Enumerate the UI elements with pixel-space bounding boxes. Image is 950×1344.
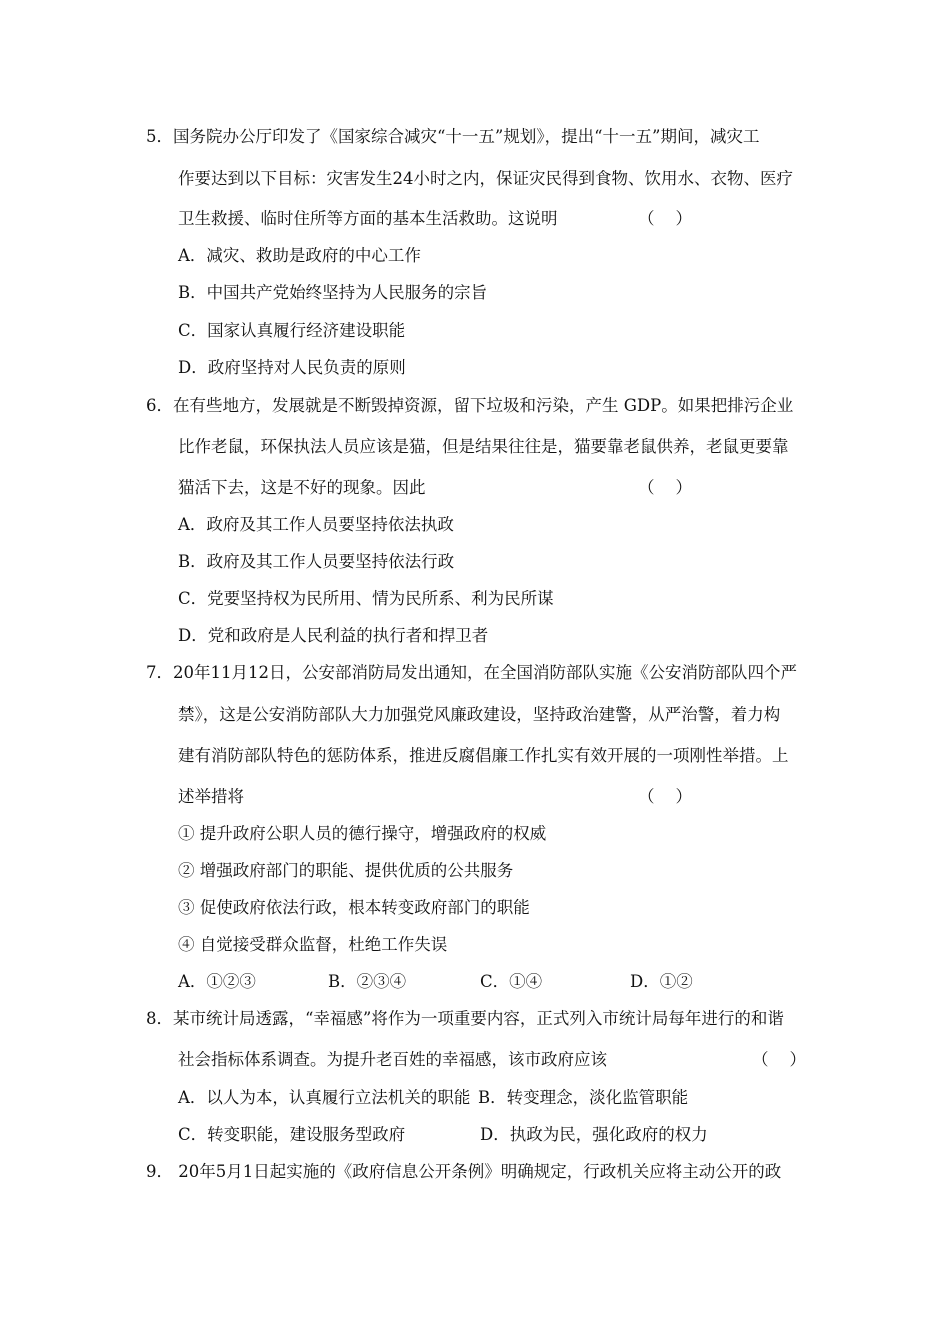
question-8-option-b: B．转变理念，淡化监管职能 [478,1088,689,1107]
question-8-option-d: D．执政为民，强化政府的权力 [480,1125,708,1144]
question-6-line-2: 比作老鼠，环保执法人员应该是猫，但是结果往往是，猫要靠老鼠供养，老鼠更要靠 [178,437,789,456]
question-7-line-2: 禁》，这是公安消防部队大力加强党风廉政建设，坚持政治建警，从严治警，着力构 [178,705,781,724]
question-7-line-1: 7．20年11月12日，公安部消防局发出通知，在全国消防部队实施《公安消防部队四个严 [146,663,797,682]
question-5-option-b: B．中国共产党始终坚持为人民服务的宗旨 [178,283,488,302]
question-8-line-1: 8．某市统计局透露，“幸福感”将作为一项重要内容，正式列入市统计局每年进行的和谐 [146,1009,784,1028]
question-7-option-b: B．②③④ [328,972,407,991]
question-6-line-3: 猫活下去，这是不好的现象。因此 [178,478,426,497]
question-6-option-c: C．党要坚持权为民所用、情为民所系、利为民所谋 [178,589,554,608]
question-6-option-a: A．政府及其工作人员要坚持依法执政 [178,515,454,534]
question-7-statement-3: ③ 促使政府依法行政，根本转变政府部门的职能 [178,898,530,917]
question-6-option-d: D．党和政府是人民利益的执行者和捍卫者 [178,626,489,645]
question-8-option-c: C．转变职能，建设服务型政府 [178,1125,406,1144]
question-6-option-b: B．政府及其工作人员要坚持依法行政 [178,552,455,571]
question-7-line-3: 建有消防部队特色的惩防体系，推进反腐倡廉工作扎实有效开展的一项刚性举措。上 [178,746,789,765]
question-6-answer-bracket: （ ） [638,478,692,497]
question-8-line-2: 社会指标体系调查。为提升老百姓的幸福感，该市政府应该 [178,1050,607,1069]
question-5-option-a: A．减灾、救助是政府的中心工作 [178,246,421,265]
question-7-option-d: D．①② [630,972,693,991]
question-5-option-c: C．国家认真履行经济建设职能 [178,321,406,340]
question-8-option-a: A．以人为本，认真履行立法机关的职能 [178,1088,471,1107]
question-5-line-3: 卫生救援、临时住所等方面的基本生活救助。这说明 [178,209,558,228]
question-7-statement-1: ① 提升政府公职人员的德行操守，增强政府的权威 [178,824,547,843]
question-7-statement-4: ④ 自觉接受群众监督，杜绝工作失误 [178,935,448,954]
question-8-answer-bracket: （ ） [752,1050,806,1069]
question-5-line-2: 作要达到以下目标：灾害发生24小时之内，保证灾民得到食物、饮用水、衣物、医疗 [178,169,793,188]
question-6-line-1: 6．在有些地方，发展就是不断毁掉资源，留下垃圾和污染，产生 GDP。如果把排污企业 [146,396,794,415]
question-7-option-a: A．①②③ [178,972,256,991]
question-7-line-4: 述举措将 [178,787,244,806]
question-5-answer-bracket: （ ） [638,209,692,228]
question-7-statement-2: ② 增强政府部门的职能、提供优质的公共服务 [178,861,514,880]
question-5-line-1: 5．国务院办公厅印发了《国家综合减灾“十一五”规划》，提出“十一五”期间，减灾工 [146,127,760,146]
question-7-option-c: C．①④ [480,972,543,991]
question-7-answer-bracket: （ ） [638,787,692,806]
question-9-line-1: 9． 20年5月1日起实施的《政府信息公开条例》明确规定，行政机关应将主动公开的政 [146,1162,782,1181]
question-5-option-d: D．政府坚持对人民负责的原则 [178,358,406,377]
